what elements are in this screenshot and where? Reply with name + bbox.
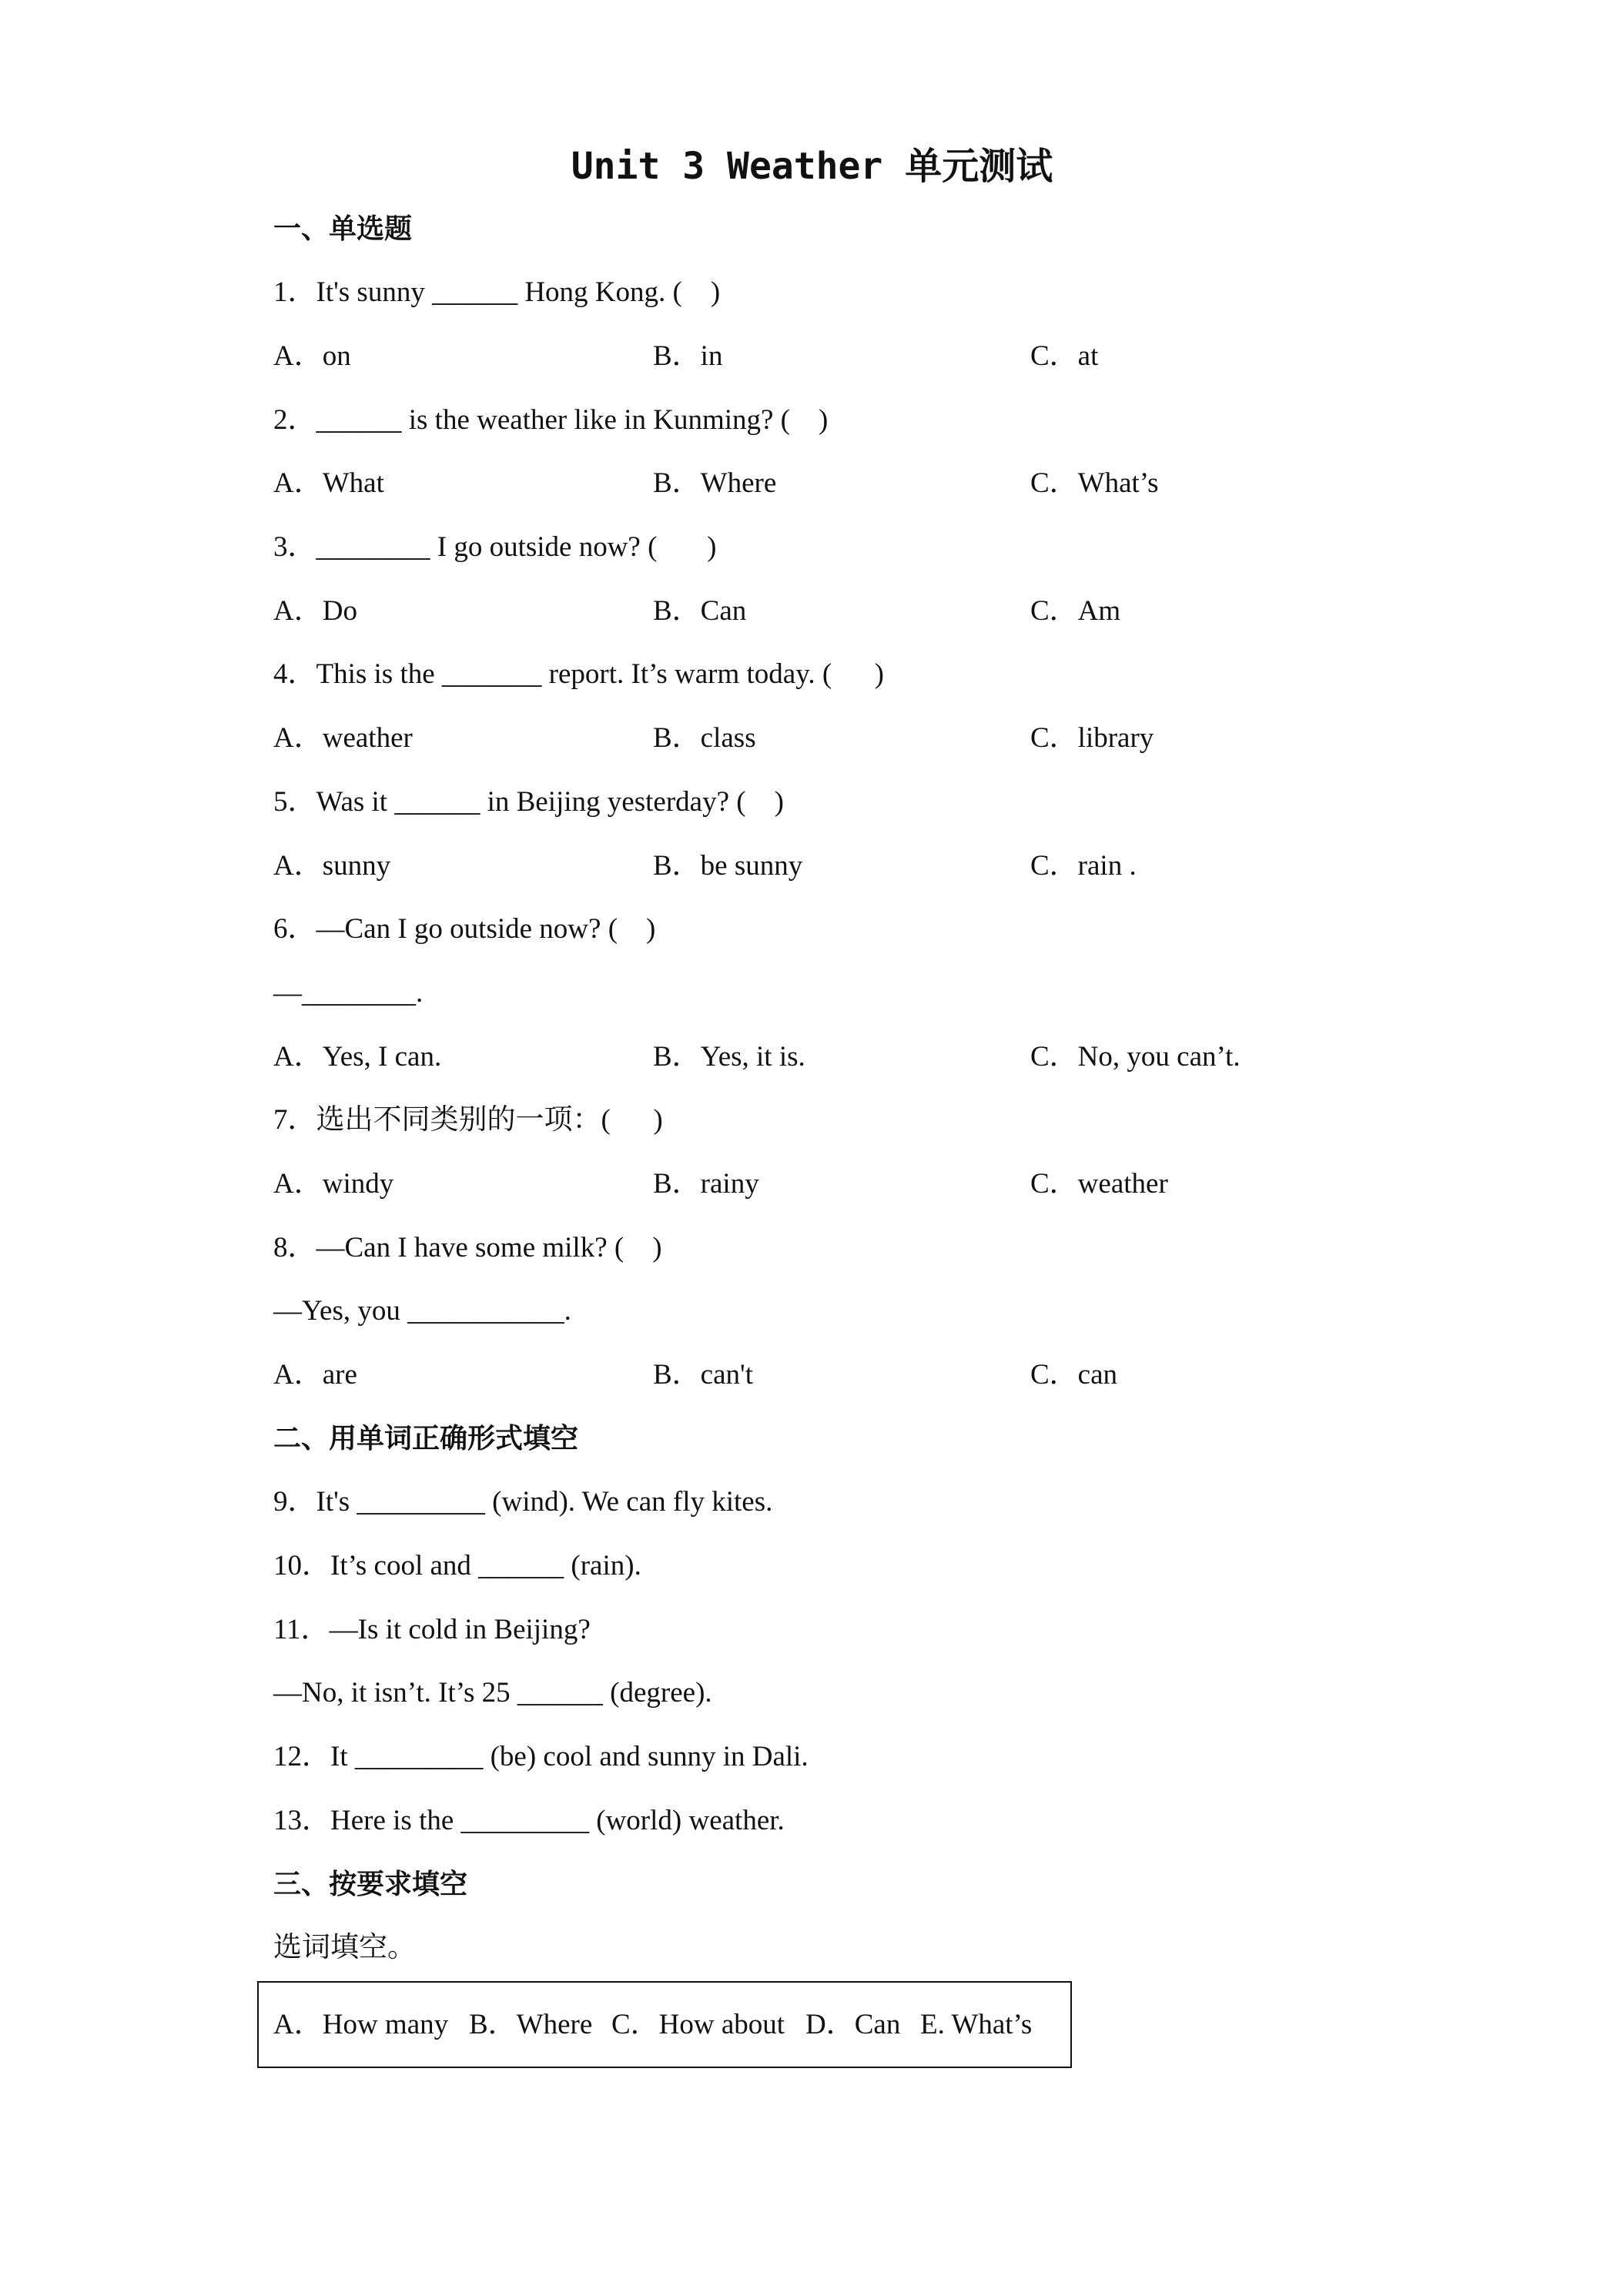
option-a: A．weather <box>273 722 413 755</box>
option-c: C．What’s <box>1030 467 1159 500</box>
option-c: C．at <box>1030 340 1099 373</box>
option-c: C．Am <box>1030 594 1121 627</box>
question-4-stem: 4．This is the _______ report. It’s warm today. ( ) <box>273 658 884 691</box>
word-bank-box <box>257 1981 1072 2068</box>
question-11-answer-line: —No, it isn’t. It’s 25 ______ (degree). <box>273 1677 712 1709</box>
word-bank-item: D．Can <box>805 2009 901 2040</box>
question-6-answer-line: —________. <box>273 976 424 1009</box>
option-c: C．library <box>1030 722 1154 755</box>
question-11-stem: 11．—Is it cold in Beijing? <box>273 1613 591 1645</box>
question-13: 13．Here is the _________ (world) weather. <box>273 1804 785 1836</box>
question-1-options <box>273 325 1582 389</box>
question-8-stem: 8．—Can I have some milk? ( ) <box>273 1231 662 1263</box>
option-a: A．windy <box>273 1167 394 1200</box>
option-b: B．class <box>653 722 756 755</box>
question-7-options <box>273 1153 1582 1217</box>
question-8-answer-line: —Yes, you ___________. <box>273 1295 571 1327</box>
question-5-options <box>273 835 1582 899</box>
option-a: A．sunny <box>273 849 391 882</box>
option-b: B．be sunny <box>653 849 803 882</box>
worksheet-content <box>273 198 1582 1980</box>
option-c: C．weather <box>1030 1167 1168 1200</box>
word-bank-item: B．Where <box>469 2009 593 2040</box>
question-5-stem: 5．Was it ______ in Beijing yesterday? ( ) <box>273 785 784 818</box>
question-6-options <box>273 1026 1582 1089</box>
section-heading-single-choice: 一、单选题 <box>273 213 413 245</box>
section-heading-word-forms: 二、用单词正确形式填空 <box>273 1422 579 1454</box>
question-3-stem: 3．________ I go outside now? ( ) <box>273 531 717 564</box>
option-b: B．Where <box>653 467 777 500</box>
question-9: 9．It's _________ (wind). We can fly kites. <box>273 1486 773 1518</box>
word-bank-item: E. What’s <box>920 2009 1033 2040</box>
option-b: B．rainy <box>653 1167 759 1200</box>
option-a: A．Do <box>273 594 357 627</box>
option-a: A．What <box>273 467 384 500</box>
question-6-stem: 6．—Can I go outside now? ( ) <box>273 913 656 946</box>
question-10: 10．It’s cool and ______ (rain). <box>273 1550 641 1582</box>
page-title: Unit 3 Weather 单元测试 <box>571 145 1053 188</box>
question-8-options <box>273 1344 1582 1407</box>
option-c: C．No, you can’t. <box>1030 1040 1241 1073</box>
option-c: C．rain . <box>1030 849 1137 882</box>
option-c: C．can <box>1030 1359 1118 1391</box>
option-a: A．are <box>273 1359 357 1391</box>
option-b: B．Can <box>653 594 747 627</box>
word-bank-item: A．How many <box>273 2009 449 2040</box>
option-b: B．can't <box>653 1359 753 1391</box>
question-2-options <box>273 452 1582 516</box>
question-12: 12．It _________ (be) cool and sunny in Dali. <box>273 1741 809 1773</box>
question-7-stem: 7．选出不同类别的一项：( ) <box>273 1104 663 1136</box>
question-3-options <box>273 580 1582 644</box>
word-bank-item: C．How about <box>611 2009 785 2040</box>
section-heading-fill-in: 三、按要求填空 <box>273 1868 468 1900</box>
option-a: A．on <box>273 340 351 373</box>
option-a: A．Yes, I can. <box>273 1040 442 1073</box>
option-b: B．Yes, it is. <box>653 1040 805 1073</box>
section-3-instruction: 选词填空。 <box>273 1932 416 1964</box>
question-4-options <box>273 707 1582 771</box>
question-2-stem: 2．______ is the weather like in Kunming? ( ) <box>273 403 829 436</box>
question-1-stem: 1．It's sunny ______ Hong Kong. ( ) <box>273 276 721 309</box>
option-b: B．in <box>653 340 723 373</box>
